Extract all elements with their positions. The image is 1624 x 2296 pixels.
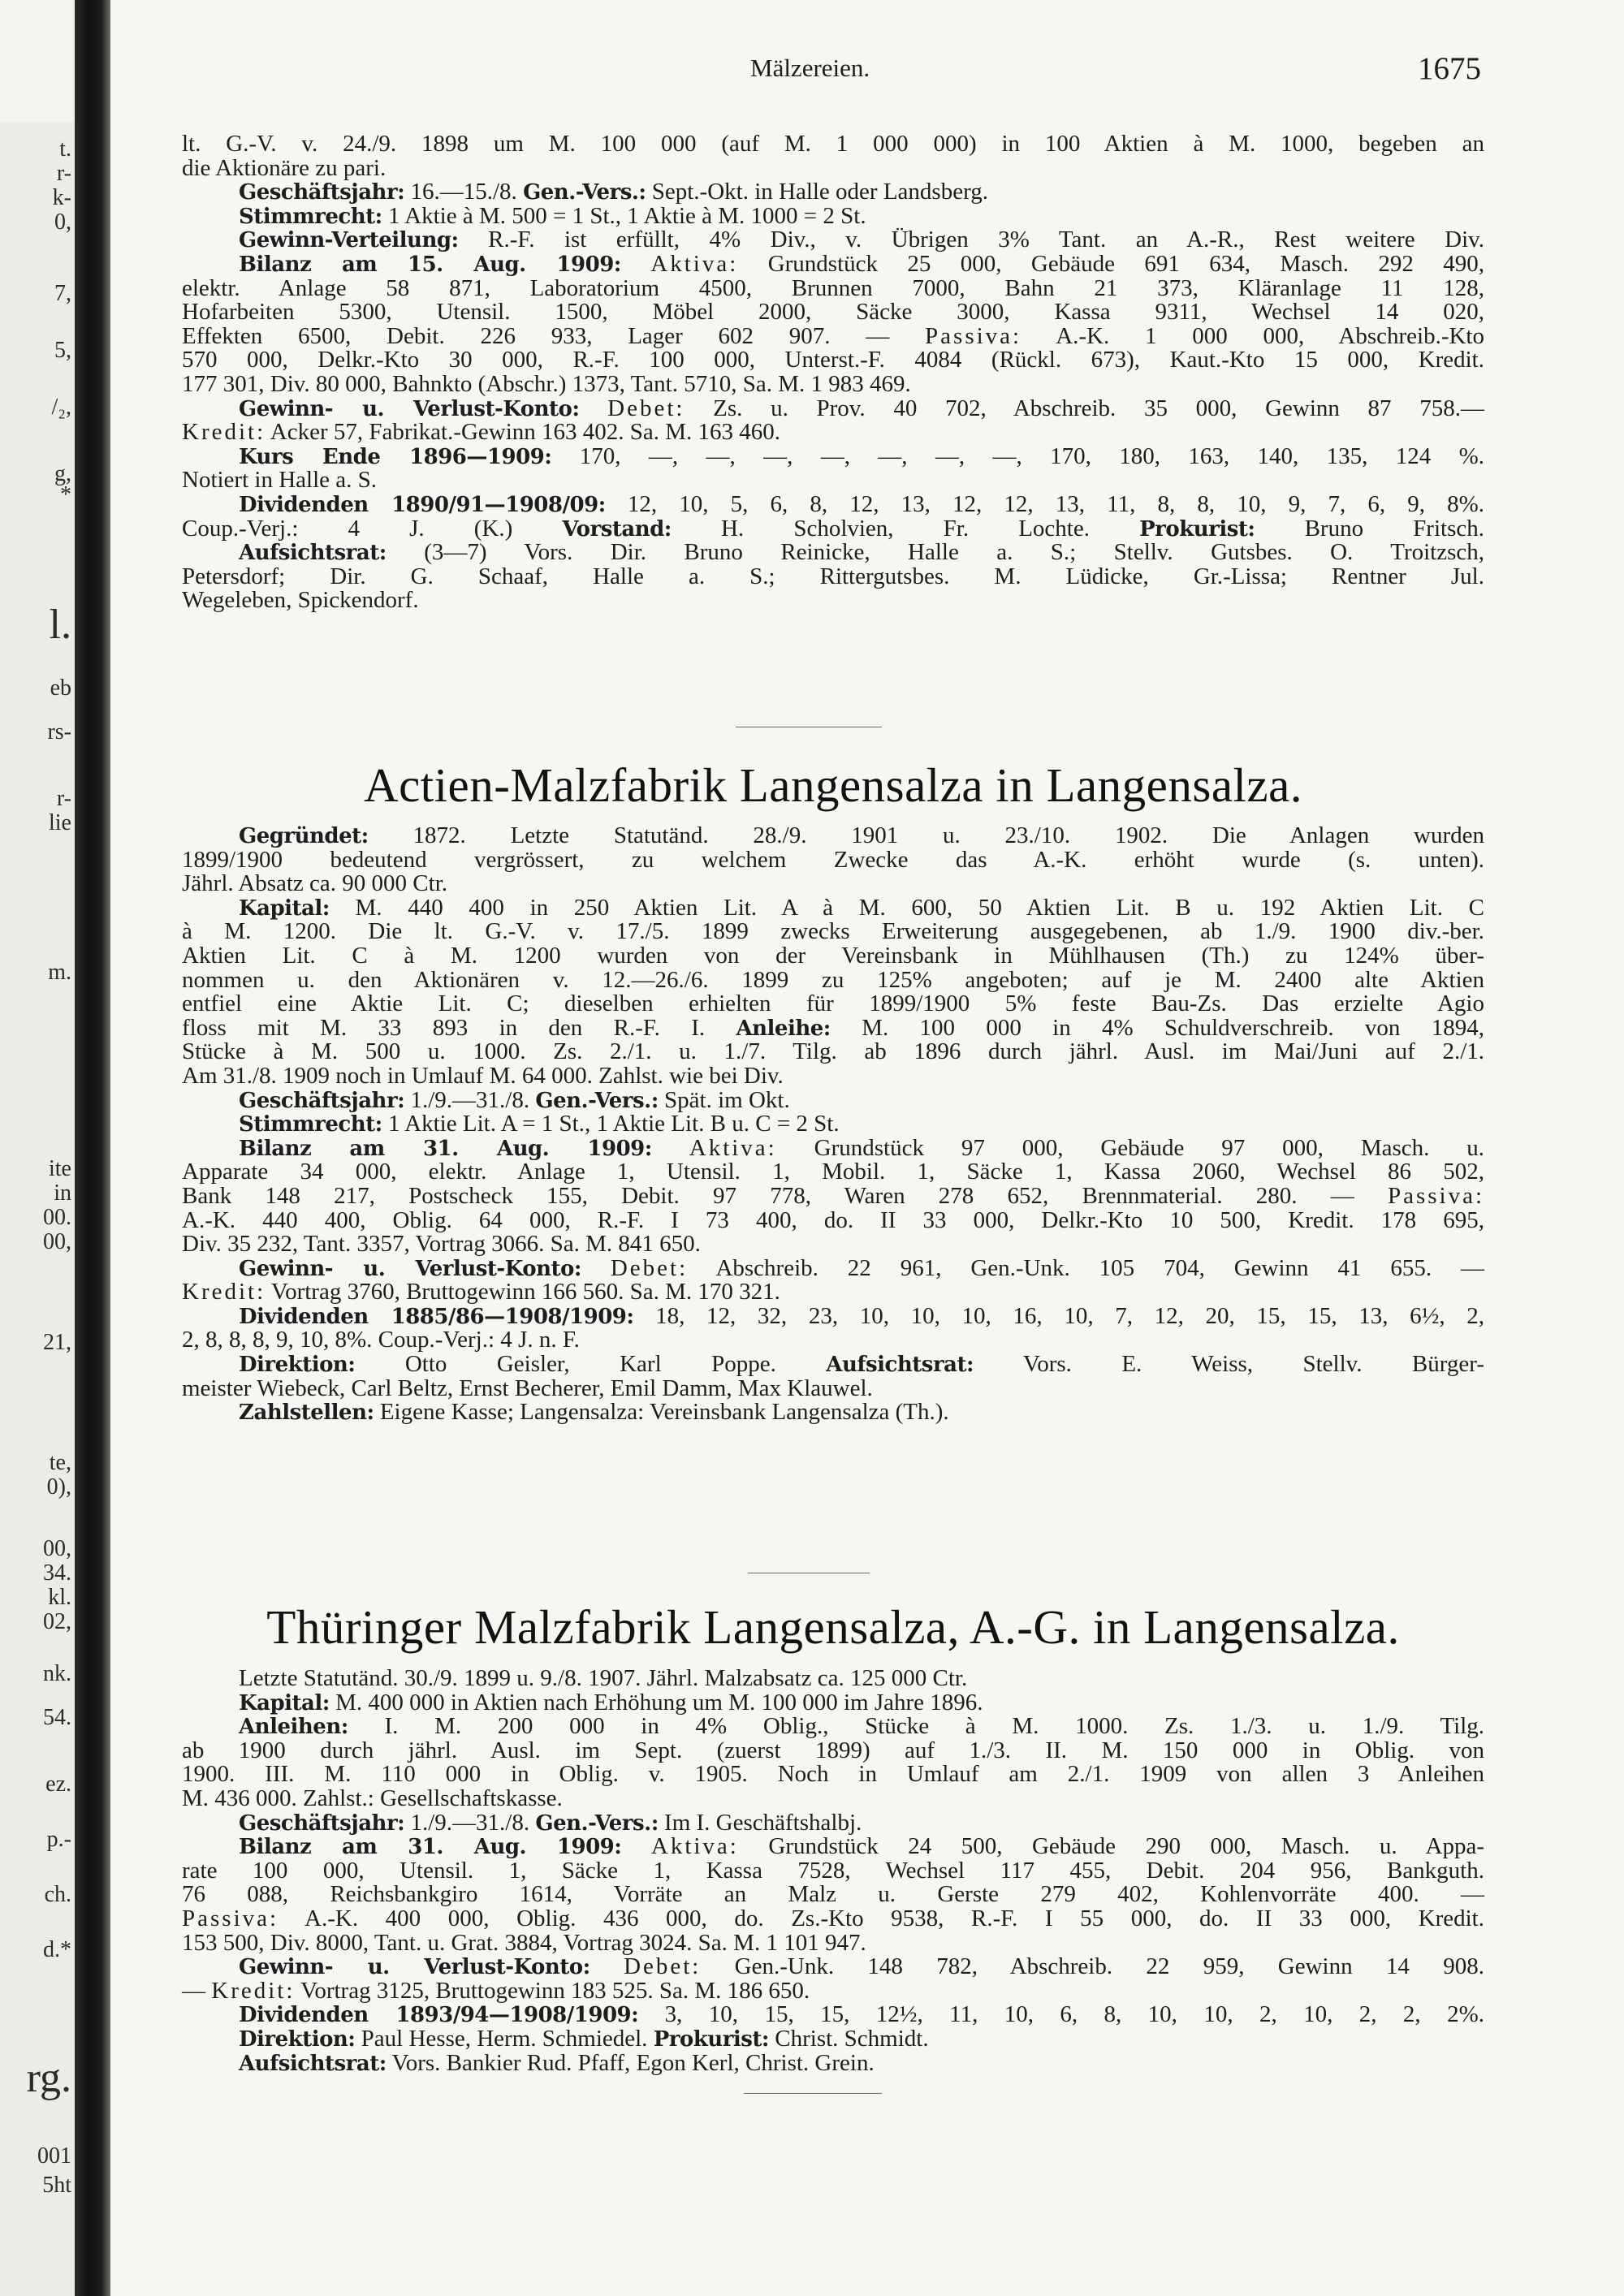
text-line: A.-K. 440 400, Oblig. 64 000, R.-F. I 73 400, do. II 33 000, Delkr.-Kto 10 500, Kredit. 178 695, bbox=[182, 1206, 1484, 1233]
edge-fragment: eb bbox=[50, 675, 71, 701]
text-line: Aufsichtsrat: (3—7) Vors. Dir. Bruno Reinicke, Halle a. S.; Stellv. Gutsbes. O. Troitzsch, bbox=[239, 539, 1484, 566]
edge-fragment: p.- bbox=[46, 1827, 71, 1852]
company-entry bbox=[182, 1667, 1484, 2075]
edge-fragment: ite bbox=[49, 1156, 71, 1181]
running-title: Mälzereien. bbox=[750, 54, 870, 82]
text-line: Geschäftsjahr: 16.—15./8. Gen.-Vers.: Sept.-Okt. in Halle oder Landsberg. bbox=[239, 179, 988, 205]
text-line: 570 000, Delkr.-Kto 30 000, R.-F. 100 000, Unterst.-F. 4084 (Rückl. 673), Kaut.-Kto 15 000, Kredit. bbox=[182, 347, 1484, 373]
text-line: Passiva: A.-K. 400 000, Oblig. 436 000, do. Zs.-Kto 9538, R.-F. I 55 000, do. II 33 000, Kredit. bbox=[182, 1905, 1484, 1931]
text-line: 177 301, Div. 80 000, Bahnkto (Abschr.) 1373, Tant. 5710, Sa. M. 1 983 469. bbox=[182, 370, 911, 397]
text-line: Dividenden 1885/86—1908/1909: 18, 12, 32, 23, 10, 10, 10, 16, 10, 7, 12, 20, 15, 15, 13, 6½, 2, bbox=[239, 1302, 1485, 1329]
book-spine-shadow bbox=[75, 0, 110, 2296]
text-line: Jährl. Absatz ca. 90 000 Ctr. bbox=[182, 870, 448, 897]
edge-fragment: kl. bbox=[48, 1585, 71, 1610]
text-line: Bilanz am 31. Aug. 1909: Aktiva: Grundstück 24 500, Gebäude 290 000, Masch. u. Appa- bbox=[239, 1833, 1485, 1860]
text-line: Geschäftsjahr: 1./9.—31./8. Gen.-Vers.: Im I. Geschäftshalbj. bbox=[239, 1809, 862, 1836]
text-line: ab 1900 durch jährl. Ausl. im Sept. (zuerst 1899) auf 1./3. II. M. 150 000 in Oblig. von bbox=[182, 1737, 1484, 1763]
text-line: Dividenden 1890/91—1908/09: 12, 10, 5, 6, 8, 12, 13, 12, 12, 13, 11, 8, 8, 10, 9, 7, 6, 9, 8%. bbox=[239, 490, 1484, 517]
text-line: Coup.-Verj.: 4 J. (K.) Vorstand: H. Scholvien, Fr. Lochte. Prokurist: Bruno Fritsch. bbox=[182, 515, 1484, 542]
text-line: Bilanz am 15. Aug. 1909: Aktiva: Grundstück 25 000, Gebäude 691 634, Masch. 292 490, bbox=[239, 250, 1485, 277]
text-line: Aktien Lit. C à M. 1200 wurden von der Vereinsbank in Mühlhausen (Th.) zu 124% über- bbox=[182, 942, 1484, 969]
text-line: Kurs Ende 1896—1909: 170, —, —, —, —, —, —, —, 170, 180, 163, 140, 135, 124 %. bbox=[239, 442, 1484, 469]
text-line: Zahlstellen: Eigene Kasse; Langensalza: Vereinsbank Langensalza (Th.). bbox=[239, 1399, 949, 1426]
text-line: Am 31./8. 1909 noch in Umlauf M. 64 000. Zahlst. wie bei Div. bbox=[182, 1062, 784, 1089]
edge-fragment: 02, bbox=[43, 1609, 71, 1634]
text-line: Bilanz am 31. Aug. 1909: Aktiva: Grundstück 97 000, Gebäude 97 000, Masch. u. bbox=[239, 1134, 1485, 1161]
edge-fragment: r- bbox=[56, 786, 71, 811]
company-title: Actien-Malzfabrik Langensalza in Langensalza. bbox=[363, 758, 1303, 812]
text-line: 1900. III. M. 110 000 in Oblig. v. 1905. Noch in Umlauf am 2./1. 1909 von allen 3 Anleihen bbox=[182, 1761, 1484, 1788]
edge-fragment: ez. bbox=[45, 1772, 71, 1797]
text-line: Petersdorf; Dir. G. Schaaf, Halle a. S.; Rittergutsbes. M. Lüdicke, Gr.-Lissa; Rentner Jul. bbox=[182, 563, 1484, 589]
text-line: Anleihen: I. M. 200 000 in 4% Oblig., Stücke à M. 1000. Zs. 1./3. u. 1./9. Tilg. bbox=[239, 1713, 1484, 1740]
edge-fragment: 7, bbox=[54, 281, 71, 306]
text-line: Stimmrecht: 1 Aktie à M. 500 = 1 St., 1 Aktie à M. 1000 = 2 St. bbox=[239, 202, 866, 229]
text-line: Gewinn- u. Verlust-Konto: Debet: Gen.-Unk. 148 782, Abschreib. 22 959, Gewinn 14 908. bbox=[239, 1953, 1484, 1980]
edge-fragment: 001 bbox=[37, 2143, 71, 2169]
text-line: meister Wiebeck, Carl Beltz, Ernst Becherer, Emil Damm, Max Klauwel. bbox=[182, 1375, 873, 1401]
text-line: Gegründet: 1872. Letzte Statutänd. 28./9. 1901 u. 23./10. 1902. Die Anlagen wurden bbox=[239, 822, 1484, 848]
edge-fragment: d.* bbox=[43, 1937, 71, 1962]
text-line: rate 100 000, Utensil. 1, Säcke 1, Kassa 7528, Wechsel 117 455, Debit. 204 956, Bankguth. bbox=[182, 1857, 1484, 1884]
text-line: Kredit: Vortrag 3760, Bruttogewinn 166 560. Sa. M. 170 321. bbox=[182, 1279, 780, 1306]
edge-fragment: rg. bbox=[26, 2055, 71, 2101]
text-line: Kapital: M. 440 400 in 250 Aktien Lit. A à M. 600, 50 Aktien Lit. B u. 192 Aktien Lit. C bbox=[239, 894, 1484, 921]
text-line: Div. 35 232, Tant. 3357, Vortrag 3066. Sa. M. 841 650. bbox=[182, 1231, 701, 1258]
text-line: Hofarbeiten 5300, Utensil. 1500, Möbel 2000, Säcke 3000, Kassa 9311, Wechsel 14 020, bbox=[182, 299, 1484, 326]
section-divider bbox=[744, 2093, 882, 2094]
edge-fragment: 00. bbox=[43, 1205, 71, 1230]
text-line: 1899/1900 bedeutend vergrössert, zu welchem Zwecke das A.-K. erhöht wurde (s. unten). bbox=[182, 846, 1484, 873]
text-line: M. 436 000. Zahlst.: Gesellschaftskasse. bbox=[182, 1785, 563, 1811]
text-line: 76 088, Reichsbankgiro 1614, Vorräte an Malz u. Gerste 279 402, Kohlenvorräte 400. — bbox=[182, 1881, 1484, 1908]
text-line: 2, 8, 8, 8, 9, 10, 8%. Coup.-Verj.: 4 J. n. F. bbox=[182, 1327, 580, 1353]
text-line: Stimmrecht: 1 Aktie Lit. A = 1 St., 1 Aktie Lit. B u. C = 2 St. bbox=[239, 1111, 840, 1137]
edge-fragment: 21, bbox=[43, 1330, 71, 1355]
text-line: lt. G.-V. v. 24./9. 1898 um M. 100 000 (auf M. 1 000 000) in 100 Aktien à M. 1000, begeben an bbox=[182, 131, 1484, 157]
company-title: Thüringer Malzfabrik Langensalza, A.-G. in Langensalza. bbox=[266, 1600, 1400, 1654]
text-line: Kapital: M. 400 000 in Aktien nach Erhöhung um M. 100 000 im Jahre 1896. bbox=[239, 1689, 983, 1716]
page-number: 1675 bbox=[1418, 51, 1481, 86]
edge-fragment: 34. bbox=[43, 1560, 71, 1586]
edge-fragment: * bbox=[60, 482, 71, 507]
edge-fragment: 54. bbox=[43, 1705, 71, 1730]
edge-fragment: lie bbox=[49, 810, 71, 835]
text-line: Kredit: Acker 57, Fabrikat.-Gewinn 163 402. Sa. M. 163 460. bbox=[182, 419, 781, 446]
text-line: — Kredit: Vortrag 3125, Bruttogewinn 183 525. Sa. M. 186 650. bbox=[182, 1977, 810, 2004]
edge-fragment: 0, bbox=[54, 209, 71, 235]
edge-fragment: nk. bbox=[43, 1661, 71, 1686]
text-line: Aufsichtsrat: Vors. Bankier Rud. Pfaff, Egon Kerl, Christ. Grein. bbox=[239, 2049, 875, 2076]
text-line: Gewinn- u. Verlust-Konto: Debet: Abschreib. 22 961, Gen.-Unk. 105 704, Gewinn 41 655. — bbox=[239, 1254, 1484, 1281]
edge-fragment: te, bbox=[49, 1450, 71, 1475]
edge-fragment: m. bbox=[48, 960, 71, 985]
text-line: Letzte Statutänd. 30./9. 1899 u. 9./8. 1907. Jährl. Malzabsatz ca. 125 000 Ctr. bbox=[239, 1665, 968, 1691]
text-line: Wegeleben, Spickendorf. bbox=[182, 587, 419, 614]
company-entry bbox=[182, 824, 1484, 1425]
edge-fragment: t. bbox=[59, 136, 71, 162]
edge-fragment: 5ht bbox=[42, 2173, 71, 2198]
edge-fragment: ch. bbox=[44, 1882, 71, 1907]
text-line: Stücke à M. 500 u. 1000. Zs. 2./1. u. 1./7. Tilg. ab 1896 durch jährl. Ausl. im Mai/Juni auf 2./1. bbox=[182, 1038, 1484, 1065]
text-line: entfiel eine Aktie Lit. C; dieselben erhielten für 1899/1900 5% feste Bau-Zs. Das erzielte Agio bbox=[182, 990, 1484, 1017]
edge-fragment: 00, bbox=[43, 1536, 71, 1561]
text-line: Gewinn- u. Verlust-Konto: Debet: Zs. u. Prov. 40 702, Abschreib. 35 000, Gewinn 87 758.— bbox=[239, 395, 1484, 421]
text-line: 153 500, Div. 8000, Tant. u. Grat. 3884, Vortrag 3024. Sa. M. 1 101 947. bbox=[182, 1929, 866, 1956]
text-line: Bank 148 217, Postscheck 155, Debit. 97 778, Waren 278 652, Brennmaterial. 280. — Passiva: bbox=[182, 1182, 1484, 1209]
edge-fragment: r- bbox=[56, 161, 71, 186]
edge-fragment: 00, bbox=[43, 1229, 71, 1254]
page-header bbox=[110, 51, 1624, 94]
text-line: Notiert in Halle a. S. bbox=[182, 467, 378, 494]
text-line: Direktion: Otto Geisler, Karl Poppe. Aufsichtsrat: Vors. E. Weiss, Stellv. Bürger- bbox=[239, 1351, 1485, 1378]
edge-fragment: 0), bbox=[46, 1474, 71, 1500]
text-line: Effekten 6500, Debit. 226 933, Lager 602 907. — Passiva: A.-K. 1 000 000, Abschreib.-Kto bbox=[182, 322, 1484, 349]
text-line: elektr. Anlage 58 871, Laboratorium 4500, Brunnen 7000, Bahn 21 373, Kläranlage 11 128, bbox=[182, 274, 1484, 301]
text-line: Apparate 34 000, elektr. Anlage 1, Utensil. 1, Mobil. 1, Säcke 1, Kassa 2060, Wechsel 86 502, bbox=[182, 1159, 1484, 1185]
text-line: nommen u. den Aktionären v. 12.—26./6. 1899 zu 125% angeboten; auf je M. 2400 alte Aktien bbox=[182, 966, 1484, 993]
text-line: Gewinn-Verteilung: R.-F. ist erfüllt, 4% Div., v. Übrigen 3% Tant. an A.-R., Rest weitere Div. bbox=[239, 227, 1484, 253]
text-line: Direktion: Paul Hesse, Herm. Schmiedel. Prokurist: Christ. Schmidt. bbox=[239, 2025, 929, 2052]
book-page bbox=[110, 0, 1624, 2296]
edge-fragment: l. bbox=[49, 602, 71, 648]
text-line: Geschäftsjahr: 1./9.—31./8. Gen.-Vers.: Spät. im Okt. bbox=[239, 1086, 790, 1113]
edge-fragment: in bbox=[54, 1180, 71, 1206]
text-line: Dividenden 1893/94—1908/1909: 3, 10, 15, 15, 12½, 11, 10, 6, 8, 10, 10, 2, 10, 2, 2, 2%. bbox=[239, 2001, 1484, 2028]
edge-fragment: /₂, bbox=[51, 395, 71, 420]
entry-continuation bbox=[182, 132, 1484, 613]
edge-fragment: rs- bbox=[47, 719, 71, 744]
edge-fragment: 5, bbox=[54, 338, 71, 363]
text-line: die Aktionäre zu pari. bbox=[182, 154, 387, 181]
text-line: floss mit M. 33 893 in den R.-F. I. Anleihe: M. 100 000 in 4% Schuldverschreib. von 1894, bbox=[182, 1014, 1484, 1041]
text-line: à M. 1200. Die lt. G.-V. v. 17./5. 1899 zwecks Erweiterung ausgegebenen, ab 1./9. 1900 div.-ber. bbox=[182, 918, 1484, 945]
edge-fragment: g, bbox=[54, 461, 71, 486]
edge-fragment: k- bbox=[52, 185, 71, 210]
